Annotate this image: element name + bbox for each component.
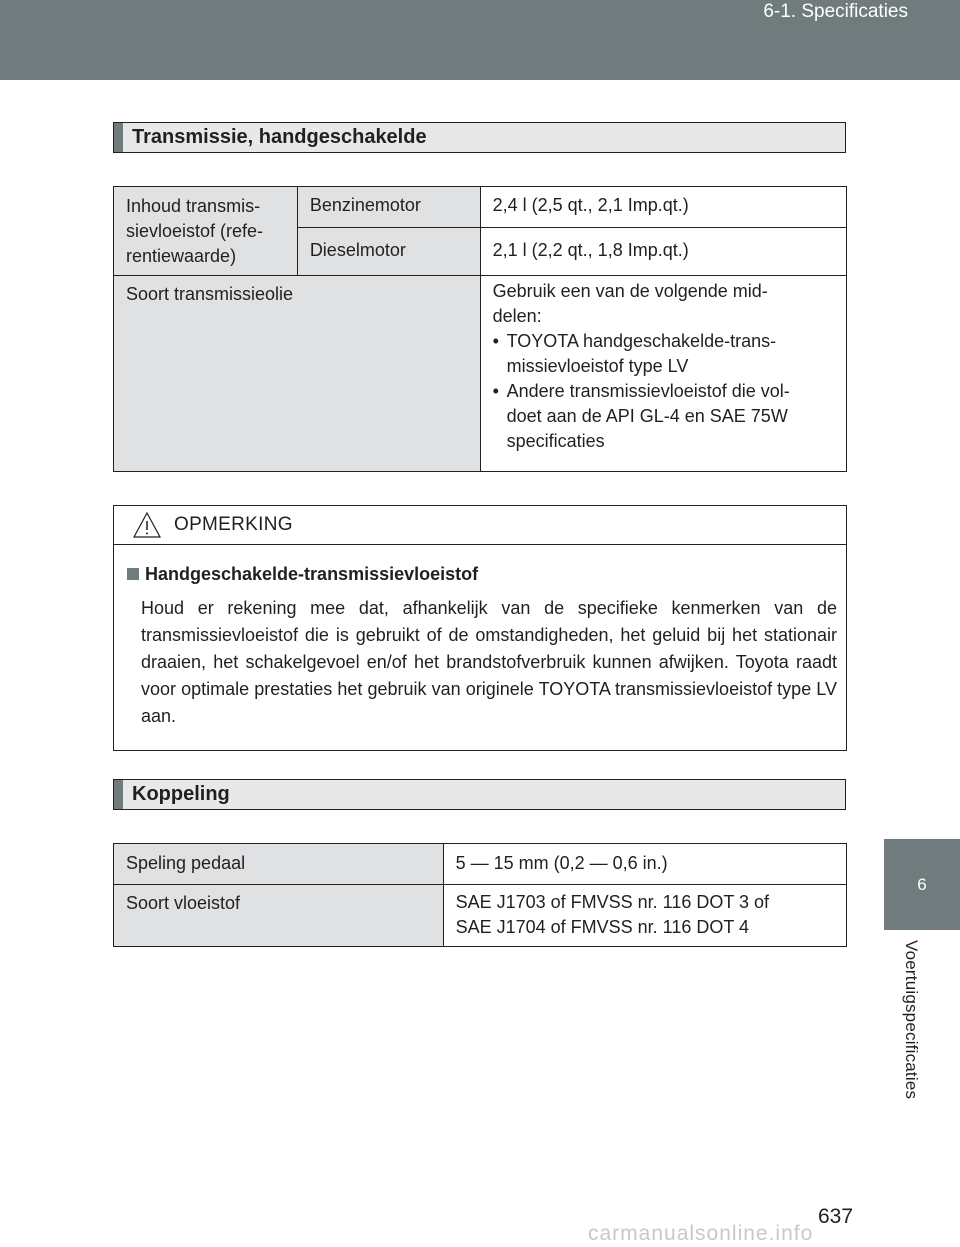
page-number: 637: [818, 1205, 854, 1228]
oil-bullet-line: doet aan de API GL-4 en SAE 75W: [506, 406, 788, 426]
transmission-heading-text: Transmissie, handgeschakelde: [132, 126, 427, 148]
clutch-label-cell: Speling pedaal: [114, 844, 444, 885]
page-header: [0, 0, 960, 80]
heading-accent-bar: [114, 123, 123, 152]
section-title: 6-1. Specificaties: [763, 1, 908, 22]
capacity-label-line: sievloeistof (refe-: [126, 221, 264, 241]
table-row: [114, 187, 847, 228]
oil-intro-line: Gebruik een van de volgende mid-: [492, 281, 768, 301]
clutch-value-line: SAE J1703 of FMVSS nr. 116 DOT 3 of: [455, 892, 770, 912]
oil-bullet: [493, 329, 834, 379]
capacity-label-line: rentiewaarde): [126, 246, 237, 266]
note-title: OPMERKING: [174, 514, 293, 535]
chapter-number: 6: [917, 874, 927, 894]
transmission-table: [113, 186, 847, 472]
note-title-row: [114, 506, 846, 545]
note-subheading-text: Handgeschakelde-transmissievloeistof: [145, 564, 479, 584]
transmission-heading: [113, 122, 846, 153]
clutch-value-line: 5 — 15 mm (0,2 — 0,6 in.): [455, 853, 668, 873]
capacity-value-cell: 2,4 l (2,5 qt., 2,1 Imp.qt.): [480, 187, 846, 228]
chapter-label: Voertuigspecificaties: [902, 940, 921, 1100]
clutch-heading-text: Koppeling: [132, 783, 230, 805]
oil-intro-line: delen:: [492, 306, 542, 326]
clutch-value-line: SAE J1704 of FMVSS nr. 116 DOT 4: [455, 917, 750, 937]
clutch-heading: [113, 779, 846, 810]
clutch-value-cell: [443, 885, 846, 947]
capacity-label-line: Inhoud transmis-: [126, 196, 261, 216]
bullet-dot: •: [492, 381, 499, 401]
warning-triangle-icon: [132, 511, 162, 539]
engine-cell: Dieselmotor: [297, 228, 480, 276]
oil-bullet-line: missievloeistof type LV: [506, 356, 689, 376]
table-row: [114, 885, 847, 947]
watermark: carmanualsonline.info: [588, 1222, 814, 1245]
capacity-value-cell: 2,1 l (2,2 qt., 1,8 Imp.qt.): [480, 228, 846, 276]
square-bullet-icon: [127, 568, 139, 580]
note-body: Houd er rekening mee dat, afhankelijk van de specifieke kenmerken van de transmissievloeistof die is gebruikt of de omstandigheden, het geluid bij het stationair draaien, het schakelgevoel en/of het brandstofverbruik kunnen afwijken. Toyota raadt voor optimale prestaties het gebruik van originele TOYOTA transmissievloeistof type LV aan.: [141, 598, 837, 726]
heading-accent-bar: [114, 780, 123, 809]
bullet-dot: •: [492, 331, 499, 351]
table-row: [114, 276, 847, 472]
oil-bullet-line: specificaties: [506, 431, 605, 451]
table-row: [114, 844, 847, 885]
capacity-label-cell: [114, 187, 298, 276]
clutch-value-cell: [443, 844, 846, 885]
oil-bullet-line: Andere transmissievloeistof die vol-: [506, 381, 790, 401]
oil-value-cell: [480, 276, 846, 472]
oil-bullet-line: TOYOTA handgeschakelde-trans-: [506, 331, 777, 351]
chapter-tab: [884, 839, 960, 930]
note-subheading: [127, 564, 478, 585]
clutch-table: [113, 843, 847, 947]
clutch-label-cell: Soort vloeistof: [114, 885, 444, 947]
note-box: [113, 505, 847, 751]
oil-label-cell: Soort transmissieolie: [114, 276, 481, 472]
oil-bullet: [493, 379, 834, 454]
engine-cell: Benzinemotor: [297, 187, 480, 228]
